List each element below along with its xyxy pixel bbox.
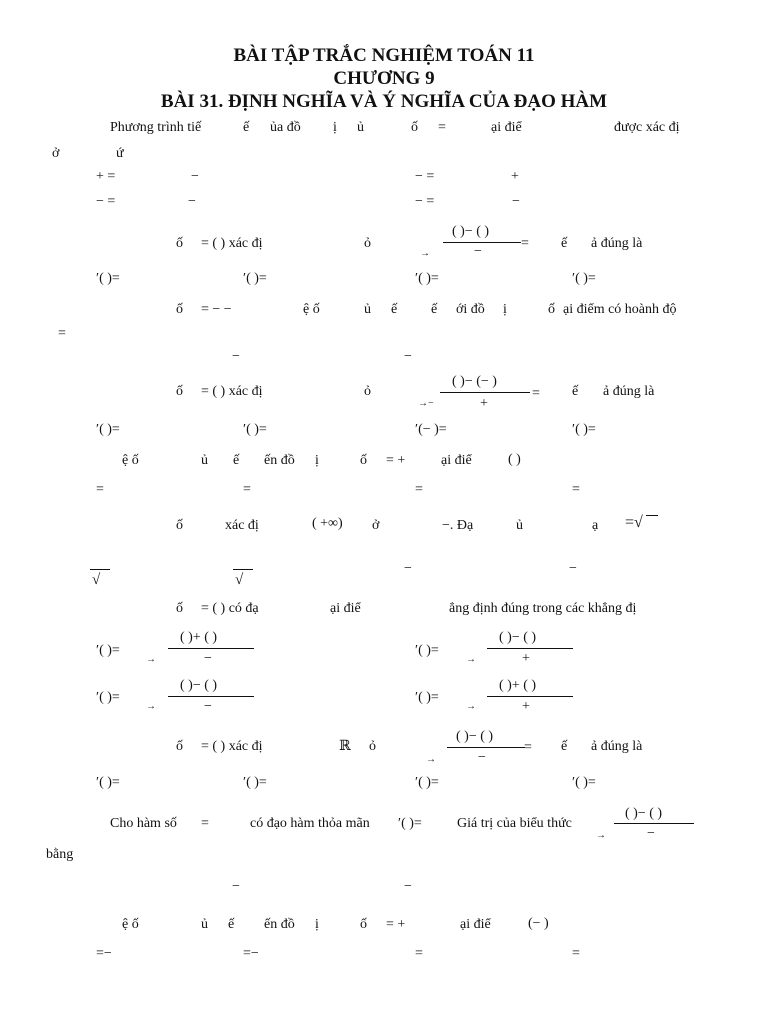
q8-fraction-denominator: − [478,750,486,765]
q7-option-d-bar [487,696,573,697]
q8-option-b: ′( )= [243,775,267,790]
q1-text: được xác đị [614,120,680,135]
q7-option-d-denominator: + [522,699,530,714]
q7-option-c-denominator: − [204,699,212,714]
q2-text: ỏ [364,236,371,251]
q9-text: Giá trị của biểu thức [457,816,572,831]
q10-option-a: =− [96,946,112,961]
q3-text: ị [503,302,507,317]
q7-option-c-numerator: ( )− ( ) [180,678,218,693]
q7-text: ố [176,601,183,616]
q9-text: ′( )= [398,816,422,831]
q7-text: ại điể [330,601,361,616]
q8-option-d: ′( )= [572,775,596,790]
q8-real-set: ℝ [339,739,351,754]
q5-text: ệ ố [122,453,139,468]
q3-text: ại điểm có hoành độ [563,302,677,317]
q4-fraction-numerator: ( )− (− ) [452,374,497,389]
q6-text: xác đị [225,518,259,533]
q10-text: ến đồ [264,917,295,932]
q1-option-c: − = [96,194,116,209]
q8-text: ỏ [369,739,376,754]
lesson-title: BÀI 31. ĐỊNH NGHĨA VÀ Ý NGHĨA CỦA ĐẠO HÀM [160,91,608,112]
q6-option-c: − [404,561,412,576]
q5-option-c: = [415,482,423,497]
q4-fraction-denominator: + [480,396,488,411]
q7-option-b-denominator: + [522,651,530,666]
q5-text: ế [233,453,240,468]
q6-option-a-bar [90,569,110,570]
q6-option-a: √ [92,572,101,588]
q1-text: ị [333,120,337,135]
q8-fraction-bar [447,747,525,748]
q7-option-c-limit: → [146,701,156,712]
q8-text: ố [176,739,183,754]
q7-option-b-limit: → [466,654,476,665]
q4-option-d: ′( )= [572,422,596,437]
q10-option-d: = [572,946,580,961]
q6-interval: ( +∞) [312,516,343,531]
q3-text: ố [548,302,555,317]
q2-option-c: ′( )= [415,271,439,286]
q1-text: ế [243,120,250,135]
q10-text: ế [228,917,235,932]
q4-option-b: ′( )= [243,422,267,437]
q6-text: ủ [516,518,523,533]
q2-fraction-numerator: ( )− ( ) [452,224,490,239]
q8-option-a: ′( )= [96,775,120,790]
q9-limit-arrow: → [596,830,606,841]
q5-text: ủ [201,453,208,468]
q7-option-c-lhs: ′( )= [96,690,120,705]
q5-text: ến đồ [264,453,295,468]
q9-option-b: − [232,879,240,894]
q1-text: ở [52,146,60,161]
q1-text: ứ [116,146,124,161]
q10-text: ủ [201,917,208,932]
q2-text: = ( ) xác đị [201,236,263,251]
q9-text: có đạo hàm thỏa mãn [250,816,370,831]
q9-text: = [201,816,209,831]
q7-option-b-lhs: ′( )= [415,643,439,658]
q4-limit-arrow: →− [418,398,434,409]
q3-option-b: − [232,349,240,364]
q9-fraction-numerator: ( )− ( ) [625,806,663,821]
q4-text: ỏ [364,384,371,399]
q5-text: = + [386,453,406,468]
q5-point: ( ) [508,452,521,467]
q2-equals: = [521,236,529,251]
q8-fraction-numerator: ( )− ( ) [456,729,494,744]
q3-text: ới đồ [456,302,485,317]
q2-fraction-bar [443,242,521,243]
chapter-title: CHƯƠNG 9 [333,68,435,89]
q5-text: ại điể [441,453,472,468]
q5-text: ị [315,453,319,468]
q6-text: ố [176,518,183,533]
q7-option-b-bar [487,648,573,649]
q6-option-b-bar [233,569,253,570]
q1-text: ủa đồ [270,120,301,135]
q7-option-a-bar [168,648,254,649]
q10-text: ị [315,917,319,932]
q10-text: ại điể [460,917,491,932]
q4-fraction-bar [440,392,530,393]
q1-text: ố [411,120,418,135]
q1-option-b: + [511,169,519,184]
q1-text: Phương trình tiế [110,120,202,135]
q7-text: = ( ) có đạ [201,601,259,616]
q4-text: ế [572,384,579,399]
q3-option-d: − [404,349,412,364]
q3-text: = [58,326,66,341]
q1-option-c: − [188,194,196,209]
q2-text: ả đúng là [591,236,643,251]
q2-limit-arrow: → [420,248,430,259]
q3-text: ố [176,302,183,317]
q2-option-d: ′( )= [572,271,596,286]
q5-text: ố [360,453,367,468]
q4-equals: = [532,386,540,401]
q2-text: ế [561,236,568,251]
q5-option-d: = [572,482,580,497]
q7-option-a-numerator: ( )+ ( ) [180,630,218,645]
q3-text: = − − [201,302,232,317]
q10-option-b: =− [243,946,259,961]
q6-text: ạ [592,518,599,533]
q9-text: bằng [46,847,74,862]
q1-text: ại điể [491,120,522,135]
q8-limit-arrow: → [426,754,436,765]
q6-option-d: − [569,561,577,576]
q6-text: ở [372,518,380,533]
q8-equals: = [524,740,532,755]
q3-text: ủ [364,302,371,317]
q10-text: ệ ố [122,917,139,932]
q4-option-a: ′( )= [96,422,120,437]
document-title: BÀI TẬP TRẮC NGHIỆM TOÁN 11 [233,45,535,66]
q7-option-a-lhs: ′( )= [96,643,120,658]
q4-option-c: ′(− )= [415,422,447,437]
q10-text: = + [386,917,406,932]
q5-option-b: = [243,482,251,497]
q8-text: ế [561,739,568,754]
q1-text: ủ [357,120,364,135]
q1-option-d: − [512,194,520,209]
q2-text: ố [176,236,183,251]
q6-text: −. Đạ [442,518,474,533]
q4-text: = ( ) xác đị [201,384,263,399]
q9-fraction-denominator: − [647,826,655,841]
q7-option-d-limit: → [466,701,476,712]
q10-option-c: = [415,946,423,961]
q1-text: = [438,120,446,135]
q2-option-b: ′( )= [243,271,267,286]
q5-option-a: = [96,482,104,497]
q2-fraction-denominator: − [474,244,482,259]
q8-text: ả đúng là [591,739,643,754]
q7-text: ẳng định đúng trong các khẳng đị [449,601,637,616]
q6-option-b: √ [235,572,244,588]
q3-text: ế [431,302,438,317]
q1-option-d: − = [415,194,435,209]
q7-option-a-denominator: − [204,651,212,666]
q3-text: ế [391,302,398,317]
q8-option-c: ′( )= [415,775,439,790]
q6-sqrt: =√ [625,514,643,531]
q4-text: ả đúng là [603,384,655,399]
q10-text: ố [360,917,367,932]
q7-option-b-numerator: ( )− ( ) [499,630,537,645]
q10-point: (− ) [528,916,549,931]
q3-text: ệ ố [303,302,320,317]
q7-option-d-numerator: ( )+ ( ) [499,678,537,693]
q9-option-d: − [404,879,412,894]
q1-option-b: − = [415,169,435,184]
q2-option-a: ′( )= [96,271,120,286]
q9-fraction-bar [614,823,694,824]
q6-sqrt-bar [646,515,658,516]
q7-option-c-bar [168,696,254,697]
q9-text: Cho hàm số [110,816,177,831]
q1-option-a: − [191,169,199,184]
q1-option-a: + = [96,169,116,184]
q8-text: = ( ) xác đị [201,739,263,754]
q7-option-d-lhs: ′( )= [415,690,439,705]
q7-option-a-limit: → [146,654,156,665]
q4-text: ố [176,384,183,399]
